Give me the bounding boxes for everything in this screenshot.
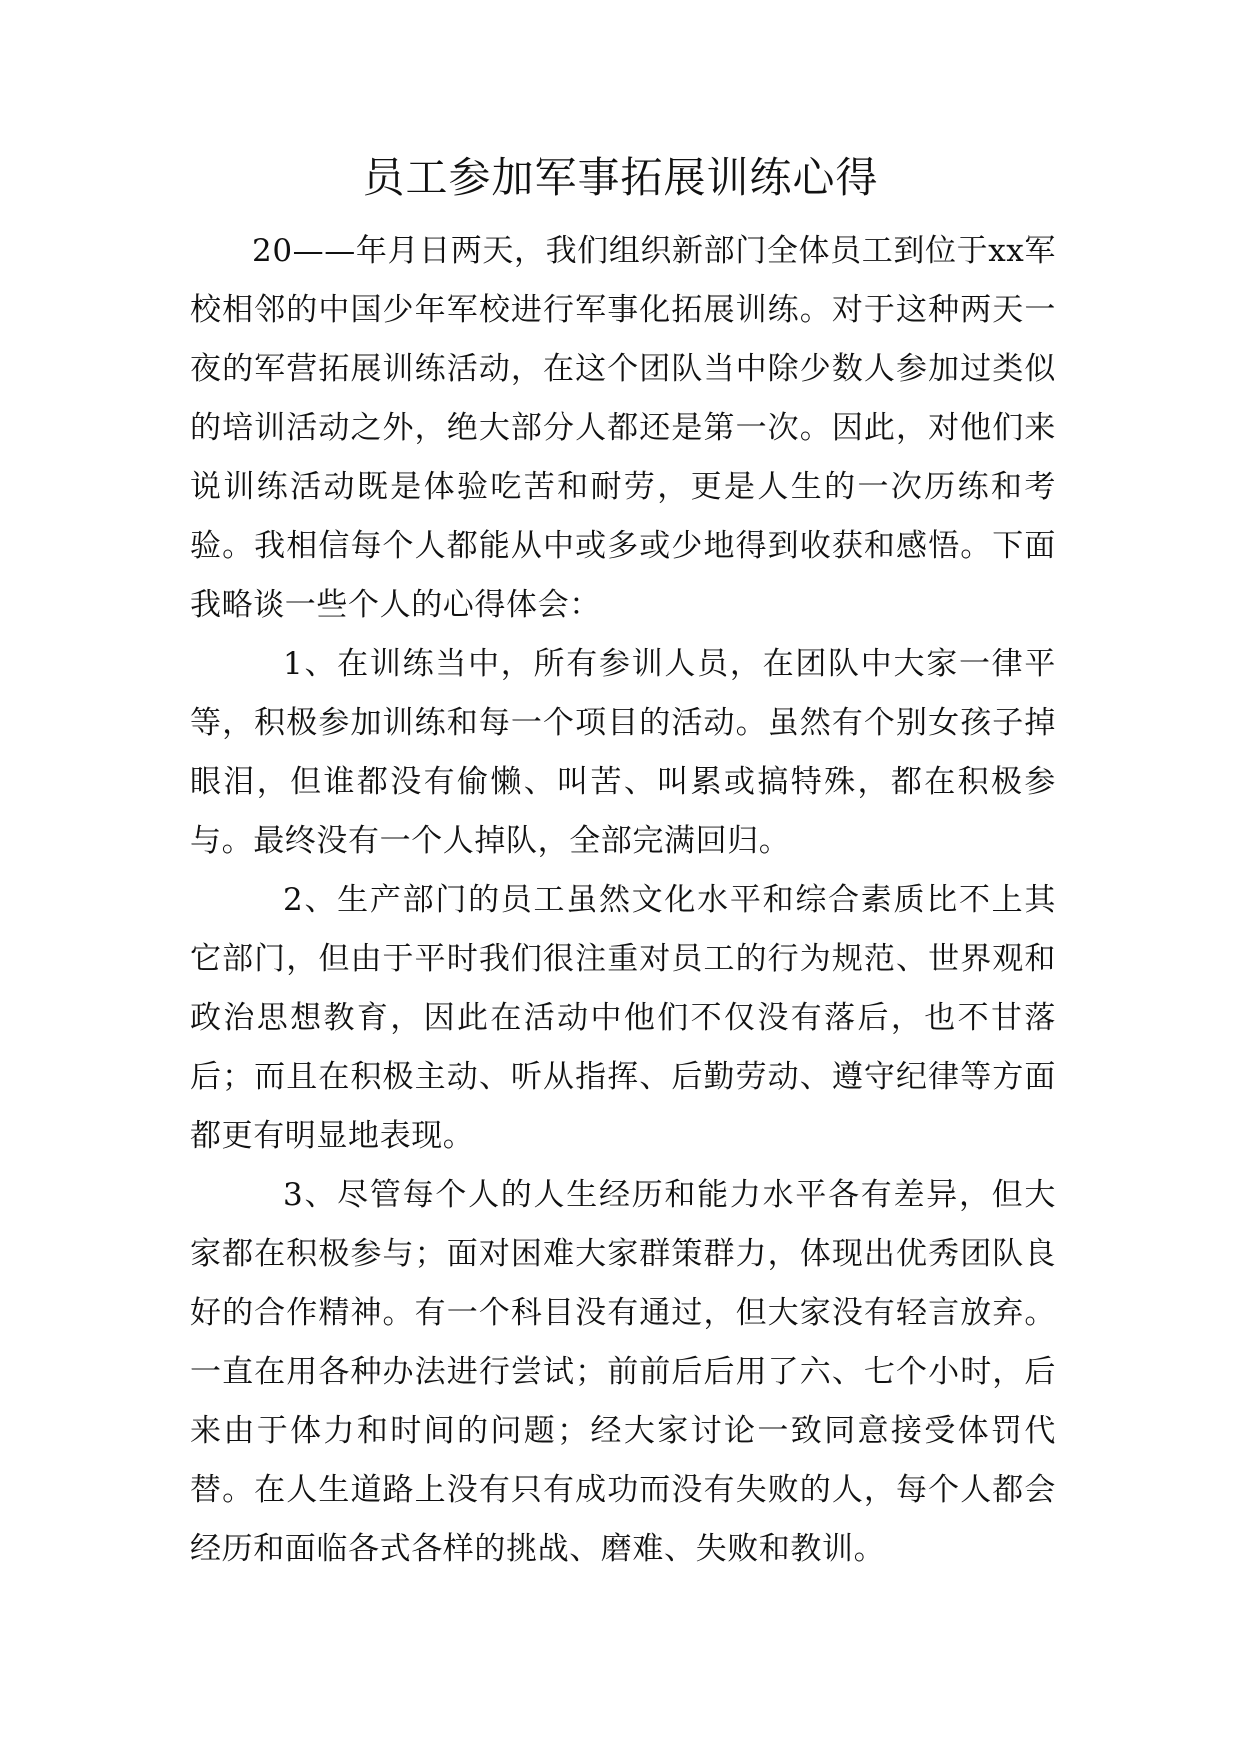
paragraph-intro: 20——年月日两天，我们组织新部门全体员工到位于xx军校相邻的中国少年军校进行军事化拓展训练。对于这种两天一夜的军营拓展训练活动，在这个团队当中除少数人参加过类似的培训活动之外，绝大部分人都还是第一次。因此，对他们来说训练活动既是体验吃苦和耐劳，更是人生的一次历练和考验。我相信每个人都能从中或多或少地得到收获和感悟。下面我略谈一些个人的心得体会： [190,233,1056,623]
paragraph-point-3: 3、尽管每个人的人生经历和能力水平各有差异，但大家都在积极参与；面对困难大家群策群力，体现出优秀团队良好的合作精神。有一个科目没有通过，但大家没有轻言放弃。一直在用各种办法进行尝试；前前后后用了六、七个小时，后来由于体力和时间的问题；经大家讨论一致同意接受体罚代替。在人生道路上没有只有成功而没有失败的人，每个人都会经历和面临各式各样的挑战、磨难、失败和教训。 [190,1177,1056,1567]
paragraph-point-1: 1、在训练当中，所有参训人员，在团队中大家一律平等，积极参加训练和每一个项目的活动。虽然有个别女孩子掉眼泪，但谁都没有偷懒、叫苦、叫累或搞特殊，都在积极参与。最终没有一个人掉队，全部完满回归。 [190,646,1056,859]
document-title: 员工参加军事拓展训练心得 [362,153,879,202]
document-body [190,222,1056,1579]
paragraph-point-2: 2、生产部门的员工虽然文化水平和综合素质比不上其它部门，但由于平时我们很注重对员工的行为规范、世界观和政治思想教育，因此在活动中他们不仅没有落后，也不甘落后；而且在积极主动、听从指挥、后勤劳动、遵守纪律等方面都更有明显地表现。 [190,882,1056,1154]
